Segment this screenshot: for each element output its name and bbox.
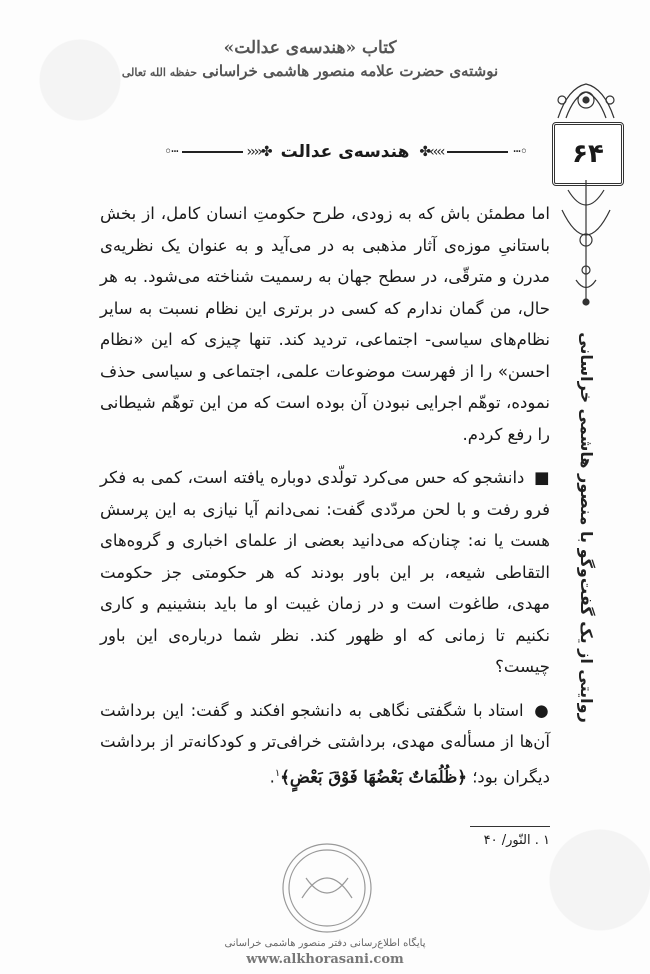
paragraph-text: استاد با شگفتی نگاهی به دانشجو افکند و گفت: این برداشت آن‌ها از مسأله‌ی مهدی، برداشتی خرافی‌تر و کودکانه‌تر از برداشت دیگران بود؛	[100, 700, 550, 786]
ornament-top-icon	[548, 78, 624, 122]
footer-url: www.alkhorasani.com	[246, 952, 404, 967]
author-honorific: حفظه الله تعالی	[121, 66, 197, 79]
page-number-box	[552, 122, 624, 186]
book-author	[60, 60, 560, 84]
divider-line	[182, 151, 243, 153]
footnote-rule	[470, 826, 550, 827]
footnote-reference: ۱	[274, 767, 281, 779]
ornament-pendant-icon	[548, 180, 624, 310]
side-title-text: روایتی از یک گفت‌وگو با منصور هاشمی خراسانی	[576, 332, 596, 723]
paragraph-text: اما مطمئن باش که به زودی، طرح حکومتِ انسان کامل، از بخش باستانیِ موزه‌ی آثار مذهبی به در می‌آید و به عنوان یک نظریه‌ی مدرن و مترقّی، در سطح جهان به رسمیت شناخته می‌شود. به هر حال، من گمان ندارم که کسی در برتری این نظام نسبت به سایر نظام‌های سیاسی- اجتماعی، تردید کند. تنها چیزی که این «نظام احسن» را از فهرست موضوعات علمی، اجتماعی و سیاسی حذف نموده، توهّم اجرایی نبودن آن بوده است که من این توهّم شیطانی را رفع کردم.	[100, 204, 550, 444]
footer-caption: پایگاه اطلاع‌رسانی دفتر منصور هاشمی خراسانی	[224, 938, 426, 949]
paragraph-2	[100, 462, 550, 683]
side-running-title	[566, 315, 606, 740]
book-title: کتاب «هندسه‌ی عدالت»	[223, 38, 397, 58]
author-name: نوشته‌ی حضرت علامه منصور هاشمی خراسانی	[202, 62, 499, 80]
divider-line	[447, 151, 508, 153]
chapter-header-bar	[160, 138, 530, 166]
footnote: ۱ . النّور/ ۴۰	[483, 833, 550, 848]
paragraph-text: دانشجو که حس می‌کرد تولّدی دوباره یافته است، کمی به فکر فرو رفت و با لحن مردّدی گفت: نمی‌دانم آیا نیازی به این پرسش هست یا نه: چنان‌که می‌دانید بعضی از علمای اخباری و گروه‌های التقاطی شیعه، بر این باور بودند که هر حکومتی جز حکومت مهدی، طاغوت است و در زمان غیبت او ما باید بنشینیم و کاری نکنیم تا زمانی که او ظهور کند. نظر شما درباره‌ی این باور چیست؟	[100, 468, 550, 676]
book-header	[60, 36, 560, 84]
page-number: ۶۴	[572, 139, 604, 169]
paragraph-3: ● استاد با شگفتی نگاهی به دانشجو افکند و گفت: این برداشت آن‌ها از مسأله‌ی مهدی، برداشتی خرافی‌تر و کودکانه‌تر از برداشت دیگران بود؛ ﴿ظُلُمَاتٌ بَعْضُهَا فَوْقَ بَعْضٍ﴾$^۱$.	[100, 700, 551, 786]
chevron-ornament-icon: ✤‹‹‹‹	[419, 144, 444, 160]
paragraph-1	[100, 198, 550, 450]
chapter-title: هندسه‌ی عدالت	[280, 142, 410, 162]
quran-verse: ﴿ظُلُمَاتٌ بَعْضُهَا فَوْقَ بَعْضٍ﴾	[280, 767, 467, 786]
square-bullet-icon: ■	[534, 468, 551, 487]
circle-bullet-icon: ●	[534, 700, 551, 720]
main-text-body	[100, 198, 550, 805]
arrow-ornament-icon: ···◦	[512, 144, 526, 160]
chevron-ornament-icon: ››››✤	[246, 144, 271, 160]
arrow-ornament-icon: ◦···	[164, 144, 178, 160]
seal-logo-icon	[272, 838, 382, 948]
